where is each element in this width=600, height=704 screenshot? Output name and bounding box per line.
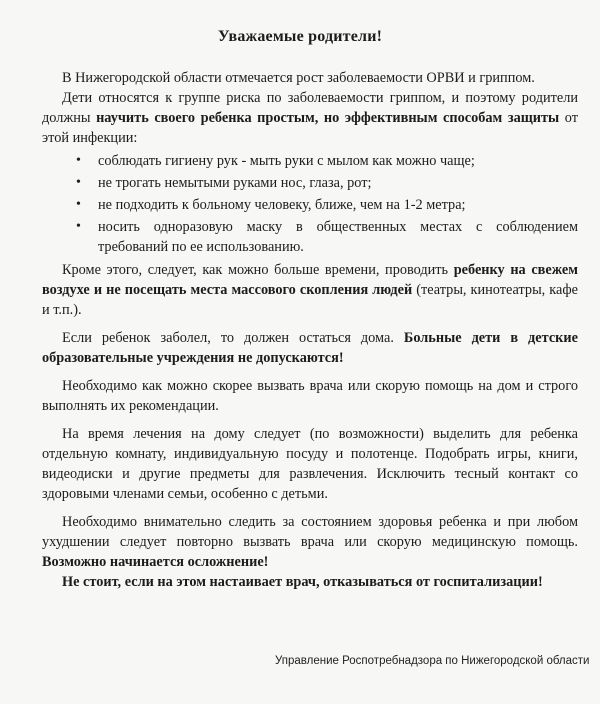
list-item-text: носить одноразовую маску в общественных местах с соблюдением требований по ее использованию. xyxy=(98,219,578,255)
risk-paragraph xyxy=(42,88,578,148)
list-item-text: не трогать немытыми руками нос, глаза, рот; xyxy=(98,175,372,191)
sick-paragraph xyxy=(42,328,578,368)
outdoor-bold-text: ребенку на свежем воздухе и не посещать места массового скопления людей xyxy=(42,262,578,298)
risk-bold-text: научить своего ребенка простым, но эффективным способам защиты xyxy=(96,110,560,126)
risk-text-end: от этой инфекции: xyxy=(42,110,578,146)
intro-paragraph: В Нижегородской области отмечается рост заболеваемости ОРВИ и гриппом. xyxy=(62,70,535,86)
doctor-paragraph: Необходимо как можно скорее вызвать врача или скорую помощь на дом и строго выполнять их рекомендации. xyxy=(42,378,578,414)
list-item-text: соблюдать гигиену рук - мыть руки с мылом как можно чаще; xyxy=(98,153,475,169)
list-item xyxy=(76,195,578,215)
bullet-icon: • xyxy=(76,219,81,234)
advice-list xyxy=(42,151,578,257)
outdoor-text-end: (театры, кинотеатры, кафе и т.п.). xyxy=(42,282,578,318)
bullet-icon: • xyxy=(76,197,81,212)
list-item xyxy=(76,151,578,171)
hospital-paragraph xyxy=(42,572,578,592)
footer-signature: Управление Роспотребнадзора по Нижегородской области xyxy=(275,655,590,667)
bullet-icon: • xyxy=(76,175,81,190)
sick-text: Если ребенок заболел, то должен остаться дома. xyxy=(62,330,404,346)
watch-text: Необходимо внимательно следить за состоянием здоровья ребенка и при любом ухудшении следует повторно вызвать врача или скорую медицинскую помощь. xyxy=(42,514,578,550)
outdoor-text: Кроме этого, следует, как можно больше времени, проводить xyxy=(62,262,454,278)
hospital-bold-text: Не стоит, если на этом настаивает врач, отказываться от госпитализации! xyxy=(62,574,543,590)
risk-text: Дети относятся к группе риска по заболеваемости гриппом, и поэтому родители должны xyxy=(42,90,578,126)
list-item xyxy=(76,173,578,193)
list-item-text: не подходить к больному человеку, ближе, чем на 1-2 метра; xyxy=(98,197,466,213)
sick-bold-text: Больные дети в детские образовательные учреждения не допускаются! xyxy=(42,330,578,366)
watch-paragraph xyxy=(42,512,578,572)
bullet-icon: • xyxy=(76,153,81,168)
home-treatment-paragraph: На время лечения на дому следует (по возможности) выделить для ребенка отдельную комнату, индивидуальную посуду и полотенце. Подобрать игры, книги, видеодиски и другие предметы для развлечения. Исключить тесный контакт со здоровыми членами семьи, особенно с детьми. xyxy=(42,426,578,502)
outdoor-paragraph xyxy=(42,260,578,320)
list-item xyxy=(76,217,578,257)
document-body xyxy=(42,68,578,592)
page-title: Уважаемые родители! xyxy=(217,28,383,45)
watch-bold-text: Возможно начинается осложнение! xyxy=(42,554,269,570)
